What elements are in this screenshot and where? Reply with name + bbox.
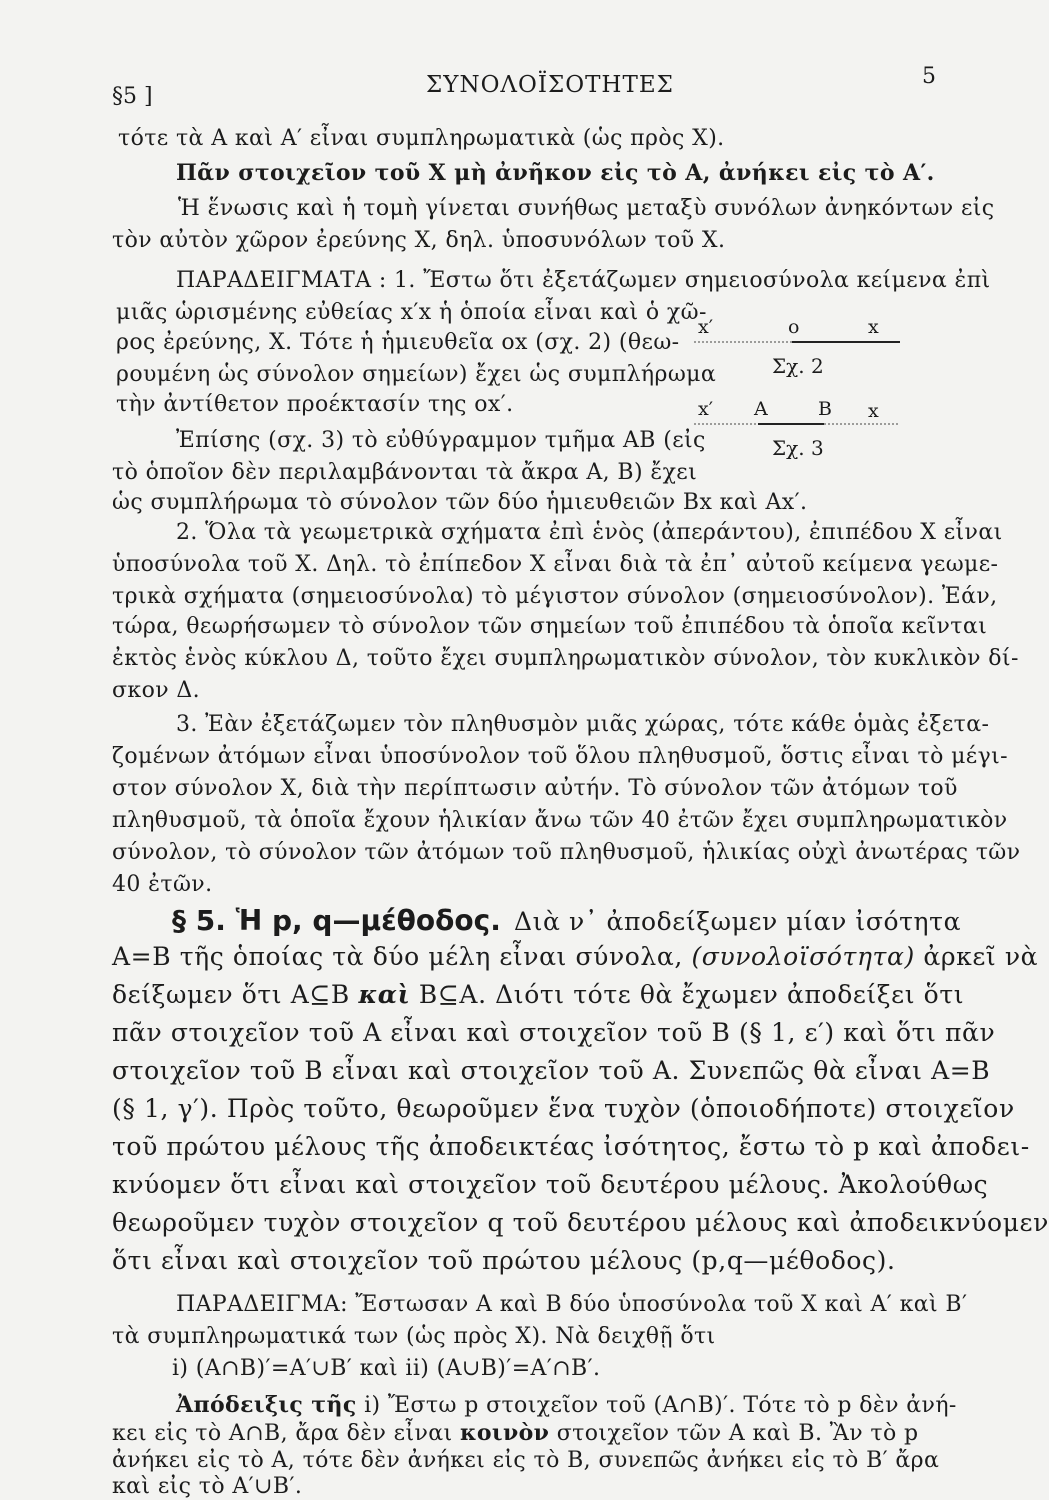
proof-line-2b: κοινὸν	[459, 1420, 550, 1446]
example2-line-2: τὰ συμπληρωματικά των (ὡς πρὸς Χ). Νὰ δειχθῇ ὅτι	[112, 1324, 716, 1349]
examples-p1-line-2: μιᾶς ὡρισμένης εὐθείας x′x ἡ ὁποία εἶναι καὶ ὁ χῶ-	[116, 300, 707, 325]
examples-p1-line-8: ὡς συμπλήρωμα τὸ σύνολον τῶν δύο ἡμιευθειῶν Βx καὶ Αx′.	[112, 490, 808, 515]
intro-line-2: Πᾶν στοιχεῖον τοῦ Χ μὴ ἀνῆκον εἰς τὸ Α, ἀνήκει εἰς τὸ Α′.	[176, 160, 935, 186]
examples-p3-line-4: πληθυσμοῦ, τὰ ὁποῖα ἔχουν ἡλικίαν ἄνω τῶν 40 ἐτῶν ἔχει συμπληρωματικὸν	[112, 808, 1008, 833]
section-5-line-2a: Α=Β τῆς ὁποίας τὰ δύο μέλη εἶναι σύνολα,	[112, 942, 683, 971]
fig3-label-b: B	[818, 398, 832, 420]
section-5-line-1-rest: Διὰ ν᾽ ἀποδείξωμεν μίαν ἰσότητα	[513, 907, 962, 936]
examples-p2-line-1: 2. Ὅλα τὰ γεωμετρικὰ σχήματα ἐπὶ ἑνὸς (ἀπεράντου), ἐπιπέδου Χ εἶναι	[176, 520, 1003, 545]
fig2-label-right: x	[868, 316, 879, 338]
proof-line-3: ἀνήκει εἰς τὸ Α, τότε δὲν ἀνήκει εἰς τὸ Β, συνεπῶς ἀνήκει εἰς τὸ Β′ ἄρα	[112, 1448, 940, 1473]
examples-p1-line-4: ρουμένη ὡς σύνολον σημείων) ἔχει ὡς συμπλήρωμα	[116, 362, 717, 387]
examples-p2-line-3: τρικὰ σχήματα (σημειοσύνολα) τὸ μέγιστον σύνολον (σημειοσύνολον). Ἐάν,	[112, 584, 998, 609]
section-5-line-3	[112, 980, 964, 1009]
section-5-line-3a: δείξωμεν ὅτι Α⊆Β	[112, 980, 350, 1009]
section-5-term: (συνολοϊσότητα)	[691, 942, 915, 971]
section-5-line-4: πᾶν στοιχεῖον τοῦ Α εἶναι καὶ στοιχεῖον τοῦ Β (§ 1, ε′) καὶ ὅτι πᾶν	[112, 1018, 996, 1047]
figure-3	[690, 396, 910, 466]
figure-2	[690, 310, 910, 380]
section-5-line-3b: καὶ	[358, 980, 411, 1009]
proof-heading: Ἀπόδειξις τῆς	[176, 1392, 357, 1418]
intro-line-1: τότε τὰ Α καὶ Α′ εἶναι συμπληρωματικὰ (ὡς πρὸς Χ).	[118, 126, 725, 151]
section-5-line-2c: ἀρκεῖ νὰ	[923, 942, 1039, 971]
fig2-caption: Σχ. 2	[772, 354, 824, 378]
fig2-label-mid: o	[788, 316, 800, 338]
fig3-label-left: x′	[698, 398, 714, 420]
fig3-label-right: x	[868, 400, 879, 422]
examples-p2-line-6: σκον Δ.	[112, 678, 201, 703]
section-5-line-6: (§ 1, γ′). Πρὸς τοῦτο, θεωροῦμεν ἕνα τυχὸν (ὁποιοδήποτε) στοιχεῖον	[112, 1094, 1015, 1123]
section-5-line-9: θεωροῦμεν τυχὸν στοιχεῖον q τοῦ δευτέρου μέλους καὶ ἀποδεικνύομεν	[112, 1208, 1049, 1237]
examples-p3-line-6: 40 ἐτῶν.	[112, 872, 213, 897]
fig2-label-left: x′	[698, 316, 714, 338]
examples-p3-line-3: στον σύνολον Χ, διὰ τὴν περίπτωσιν αὐτήν. Τὸ σύνολον τῶν ἀτόμων τοῦ	[112, 776, 958, 801]
proof-line-1-rest: i) Ἔστω p στοιχεῖον τοῦ (Α∩Β)′. Τότε τὸ p δὲν ἀνή-	[364, 1393, 957, 1418]
example2-line-3: i) (Α∩Β)′=Α′∪Β′ καὶ ii) (Α∪Β)′=Α′∩Β′.	[172, 1356, 601, 1381]
fig3-label-a: A	[754, 398, 768, 420]
section-5-heading-line	[172, 904, 961, 937]
examples-p3-line-1: 3. Ἐὰν ἐξετάζωμεν τὸν πληθυσμὸν μιᾶς χώρας, τότε κάθε ὁμὰς ἐξετα-	[176, 712, 990, 737]
page-number: 5	[922, 64, 936, 89]
examples-p1-line-6: Ἐπίσης (σχ. 3) τὸ εὐθύγραμμον τμῆμα ΑΒ (εἰς	[176, 428, 706, 453]
examples-p2-line-5: ἐκτὸς ἑνὸς κύκλου Δ, τοῦτο ἔχει συμπληρωματικὸν σύνολον, τὸν κυκλικὸν δί-	[112, 646, 1019, 671]
fig2-line	[690, 334, 910, 354]
section-5-line-5: στοιχεῖον τοῦ Β εἶναι καὶ στοιχεῖον τοῦ Α. Συνεπῶς θὰ εἶναι Α=Β	[112, 1056, 991, 1085]
fig3-caption: Σχ. 3	[772, 436, 824, 460]
section-5-line-7: τοῦ πρώτου μέλους τῆς ἀποδεικτέας ἰσότητος, ἔστω τὸ p καὶ ἀποδει-	[112, 1132, 1030, 1161]
examples-p2-line-2: ὑποσύνολα τοῦ Χ. Δηλ. τὸ ἐπίπεδον Χ εἶναι διὰ τὰ ἐπ᾽ αὐτοῦ κείμενα γεωμε-	[112, 552, 999, 577]
running-title: ΣΥΝΟΛΟΪΣΟΤΗΤΕΣ	[426, 72, 674, 98]
intro-line-4: τὸν αὐτὸν χῶρον ἐρεύνης Χ, δηλ. ὑποσυνόλων τοῦ Χ.	[112, 228, 726, 253]
fig3-line	[690, 416, 910, 436]
examples-p1-line-3: ρος ἐρεύνης, Χ. Τότε ἡ ἡμιευθεῖα ox (σχ. 2) (θεω-	[116, 330, 680, 355]
examples-p1-line-1: ΠΑΡΑΔΕΙΓΜΑΤΑ : 1. Ἔστω ὅτι ἐξετάζωμεν σημειοσύνολα κείμενα ἐπὶ	[176, 268, 991, 293]
proof-line-2a: κει εἰς τὸ Α∩Β, ἄρα δὲν εἶναι	[112, 1421, 453, 1446]
examples-p1-line-5: τὴν ἀντίθετον προέκτασίν της ox′.	[116, 392, 514, 417]
examples-p3-line-5: σύνολον, τὸ σύνολον τῶν ἀτόμων τοῦ πληθυσμοῦ, ἡλικίας οὐχὶ ἀνωτέρας τῶν	[112, 840, 1021, 865]
example2-line-1: ΠΑΡΑΔΕΙΓΜΑ: Ἔστωσαν Α καὶ Β δύο ὑποσύνολα τοῦ Χ καὶ Α′ καὶ Β′	[176, 1292, 968, 1317]
proof-line-2	[112, 1420, 919, 1446]
section-5-line-2	[112, 942, 1038, 971]
examples-p3-line-2: ζομένων ἀτόμων εἶναι ὑποσύνολον τοῦ ὅλου πληθυσμοῦ, ὅστις εἶναι τὸ μέγι-	[112, 744, 1009, 769]
proof-line-1	[176, 1392, 957, 1418]
section-5-line-3c: Β⊆Α. Διότι τότε θὰ ἔχωμεν ἀποδείξει ὅτι	[418, 980, 965, 1009]
proof-line-2c: στοιχεῖον τῶν Α καὶ Β. Ἂν τὸ p	[556, 1421, 919, 1446]
intro-line-3: Ἡ ἕνωσις καὶ ἡ τομὴ γίνεται συνήθως μεταξὺ συνόλων ἀνηκόντων εἰς	[178, 196, 995, 221]
section-5-heading: § 5. Ἡ p, q—μέθοδος.	[172, 904, 501, 937]
examples-p2-line-4: τώρα, θεωρήσωμεν τὸ σύνολον τῶν σημείων τοῦ ἐπιπέδου τὰ ὁποῖα κεῖνται	[112, 614, 988, 639]
proof-line-4: καὶ εἰς τὸ Α′∪Β′.	[112, 1474, 303, 1499]
examples-p1-line-7: τὸ ὁποῖον δὲν περιλαμβάνονται τὰ ἄκρα Α, Β) ἔχει	[112, 460, 698, 485]
section-marker: §5 ]	[112, 84, 153, 109]
section-5-line-10: ὅτι εἶναι καὶ στοιχεῖον τοῦ πρώτου μέλους (p,q—μέθοδος).	[112, 1246, 896, 1275]
section-5-line-8: κνύομεν ὅτι εἶναι καὶ στοιχεῖον τοῦ δευτέρου μέλους. Ἀκολούθως	[112, 1170, 989, 1199]
